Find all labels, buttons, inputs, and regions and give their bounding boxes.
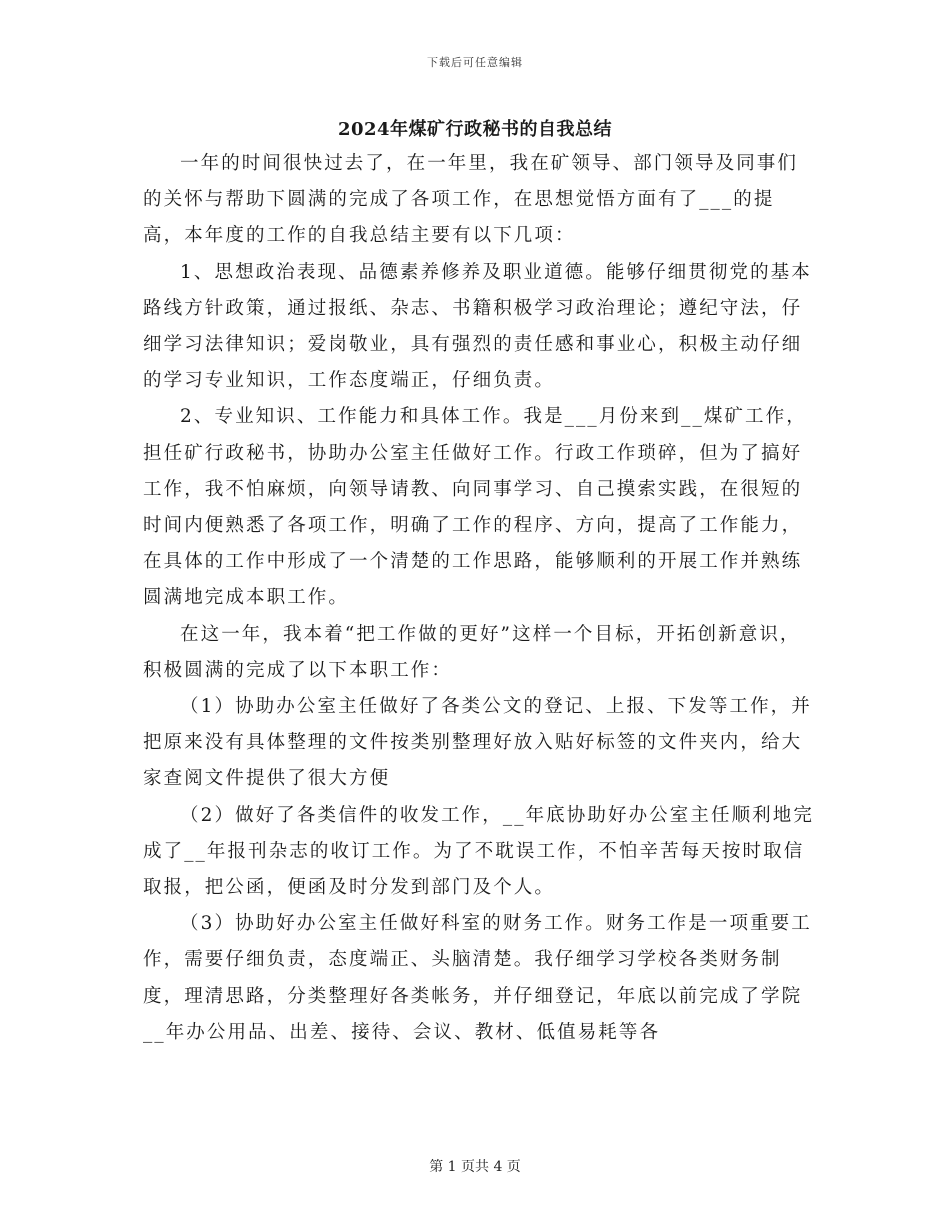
paragraph-task-2: （2）做好了各类信件的收发工作，__年底协助好办公室主任顺利地完成了__年报刊杂志的收订工作。为了不耽误工作，不怕辛苦每天按时取信取报，把公函，便函及时分发到部门及个人。 <box>143 804 814 899</box>
paragraph-intro: 一年的时间很快过去了，在一年里，我在矿领导、部门领导及同事们的关怀与帮助下圆满的完成了各项工作，在思想觉悟方面有了___的提高，本年度的工作的自我总结主要有以下几项： <box>143 153 799 247</box>
header-note: 下载后可任意编辑 <box>427 56 523 69</box>
paragraph-item-2: 2、专业知识、工作能力和具体工作。我是___月份来到__煤矿工作，担任矿行政秘书，协助办公室主任做好工作。行政工作琐碎，但为了搞好工作，我不怕麻烦，向领导请教、向同事学习、自己摸索实践，在很短的时间内便熟悉了各项工作，明确了工作的程序、方向，提高了工作能力，在具体的工作中形成了一个清楚的工作思路，能够顺利的开展工作并熟练圆满地完成本职工作。 <box>143 406 807 609</box>
paragraph-task-3: （3）协助好办公室主任做好科室的财务工作。财务工作是一项重要工作，需要仔细负责，态度端正、头脑清楚。我仔细学习学校各类财务制度，理清思路，分类整理好各类帐务，并仔细登记，年底以前完成了学院__年办公用品、出差、接待、会议、教材、低值易耗等各 <box>143 913 812 1043</box>
paragraph-item-1: 1、思想政治表现、品德素养修养及职业道德。能够仔细贯彻党的基本路线方针政策，通过报纸、杂志、书籍积极学习政治理论；遵纪守法，仔细学习法律知识；爱岗敬业，具有强烈的责任感和事业心，积极主动仔细的学习专业知识，工作态度端正，仔细负责。 <box>143 261 812 392</box>
document-title: 2024年煤矿行政秘书的自我总结 <box>337 119 613 140</box>
paragraph-goal: 在这一年，我本着“把工作做的更好”这样一个目标，开拓创新意识，积极圆满的完成了以下本职工作： <box>143 623 801 681</box>
paragraph-task-1: （1）协助办公室主任做好了各类公文的登记、上报、下发等工作，并把原来没有具体整理的文件按类别整理好放入贴好标签的文件夹内，给大家查阅文件提供了很大方便 <box>143 696 812 790</box>
page-number: 第 1 页共 4 页 <box>429 1159 521 1175</box>
document-body <box>143 146 815 1051</box>
